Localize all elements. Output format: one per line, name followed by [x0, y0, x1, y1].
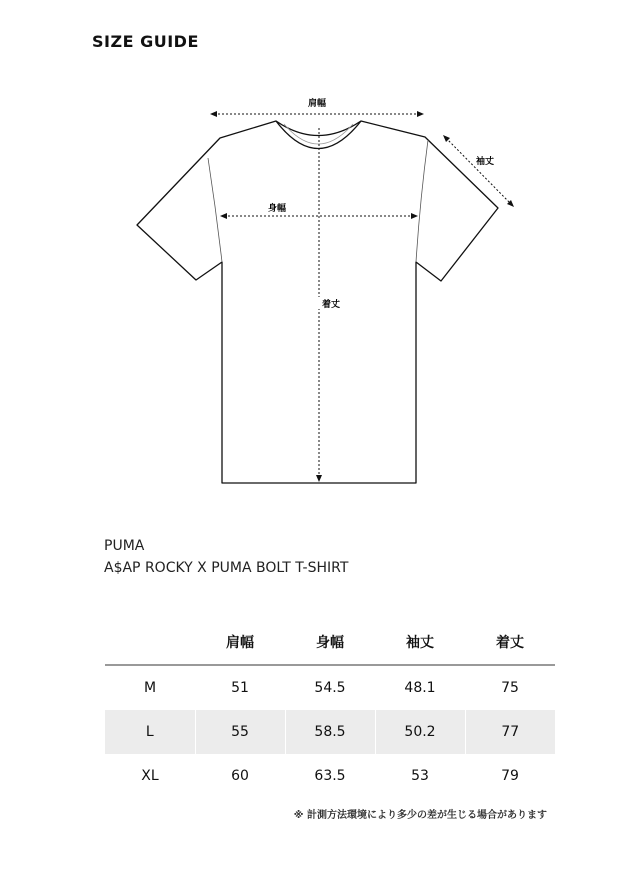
size-cell: XL [141, 768, 159, 784]
shoulder-cell: 51 [195, 665, 285, 710]
shoulder-cell: 55 [195, 710, 285, 754]
sleeve-label: 袖丈 [475, 157, 495, 167]
header-sleeve: 袖丈 [375, 620, 465, 665]
header-chest: 身幅 [285, 620, 375, 665]
table-header-row [105, 620, 555, 665]
header-length: 着丈 [465, 620, 555, 665]
length-cell: 79 [501, 768, 519, 784]
chest-label: 身幅 [267, 204, 287, 214]
table-row [105, 665, 555, 710]
tshirt-outline [137, 121, 498, 483]
right-sleeve-seam [416, 140, 428, 262]
size-cell: M [105, 665, 195, 710]
left-sleeve-seam [208, 158, 222, 262]
sleeve-cell: 50.2 [375, 710, 465, 754]
sleeve-cell: 53 [411, 768, 429, 784]
size-table [105, 620, 555, 798]
length-cell: 77 [465, 710, 555, 754]
table-row [105, 710, 555, 754]
measurement-footnote: ※ 計測方法環境により多少の差が生じる場合があります [293, 810, 547, 821]
length-cell: 75 [465, 665, 555, 710]
shoulder-cell: 60 [231, 768, 249, 784]
header-size [105, 620, 195, 665]
product-name: A$AP ROCKY X PUMA BOLT T-SHIRT [104, 560, 349, 576]
chest-cell: 58.5 [285, 710, 375, 754]
table-row [105, 754, 555, 798]
chest-cell: 54.5 [285, 665, 375, 710]
chest-cell: 63.5 [314, 768, 346, 784]
size-cell: L [105, 710, 195, 754]
length-label: 着丈 [321, 300, 341, 310]
sleeve-cell: 48.1 [375, 665, 465, 710]
sleeve-measure-line [443, 135, 514, 207]
brand-name: PUMA [104, 538, 145, 554]
header-shoulder: 肩幅 [195, 620, 285, 665]
shoulder-measure-line [210, 111, 424, 117]
shoulder-label: 肩幅 [307, 99, 327, 109]
page-title: SIZE GUIDE [92, 32, 199, 51]
